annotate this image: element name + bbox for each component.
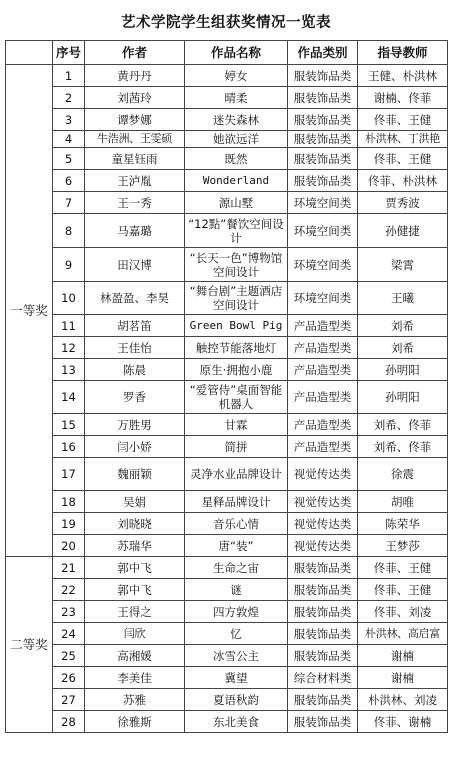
work-title-cell: Green Bowl Pig <box>185 315 288 337</box>
advisor-cell: 陈荣华 <box>358 513 448 535</box>
advisor-cell: 佟菲、王健 <box>358 579 448 601</box>
advisor-cell: 佟菲、王健 <box>358 148 448 170</box>
author-cell: 田汉博 <box>85 248 185 282</box>
table-body <box>6 65 448 733</box>
author-cell: 王佳怡 <box>85 337 185 359</box>
category-cell: 环境空间类 <box>288 282 358 315</box>
advisor-cell: 朴洪林、丁洪艳 <box>358 131 448 148</box>
author-cell: 魏丽颖 <box>85 458 185 491</box>
table-row <box>6 689 448 711</box>
author-cell: 万胜男 <box>85 414 185 436</box>
work-title-cell: 星释品牌设计 <box>185 491 288 513</box>
advisor-cell: 贾秀波 <box>358 192 448 214</box>
category-cell: 视觉传达类 <box>288 491 358 513</box>
award-level-cell: 二等奖 <box>6 557 53 733</box>
advisor-cell: 孙明阳 <box>358 359 448 381</box>
serial-cell: 11 <box>53 315 85 337</box>
category-cell: 环境空间类 <box>288 248 358 282</box>
work-title-cell: 晴柔 <box>185 87 288 109</box>
serial-cell: 17 <box>53 458 85 491</box>
table-row <box>6 315 448 337</box>
work-title-cell: 触控节能落地灯 <box>185 337 288 359</box>
category-cell: 服装饰品类 <box>288 623 358 645</box>
author-cell: 陈晨 <box>85 359 185 381</box>
serial-cell: 25 <box>53 645 85 667</box>
serial-cell: 9 <box>53 248 85 282</box>
category-cell: 产品造型类 <box>288 315 358 337</box>
table-row <box>6 513 448 535</box>
serial-cell: 22 <box>53 579 85 601</box>
author-cell: 吴娟 <box>85 491 185 513</box>
category-cell: 服装饰品类 <box>288 87 358 109</box>
work-title-cell: “爱管侍”桌面智能机器人 <box>185 381 288 414</box>
header-cell: 序号 <box>53 41 85 65</box>
table-row <box>6 601 448 623</box>
advisor-cell: 佟菲、王健 <box>358 109 448 131</box>
author-cell: 郭中飞 <box>85 557 185 579</box>
work-title-cell: 原生·拥抱小鹿 <box>185 359 288 381</box>
advisor-cell: 谢楠 <box>358 645 448 667</box>
author-cell: 闫欣 <box>85 623 185 645</box>
category-cell: 服装饰品类 <box>288 109 358 131</box>
author-cell: 王一秀 <box>85 192 185 214</box>
serial-cell: 4 <box>53 131 85 148</box>
serial-cell: 5 <box>53 148 85 170</box>
work-title-cell: 冀望 <box>185 667 288 689</box>
serial-cell: 15 <box>53 414 85 436</box>
serial-cell: 27 <box>53 689 85 711</box>
serial-cell: 6 <box>53 170 85 192</box>
author-cell: 童星钰雨 <box>85 148 185 170</box>
header-cell: 指导教师 <box>358 41 448 65</box>
serial-cell: 19 <box>53 513 85 535</box>
header-cell: 作品类别 <box>288 41 358 65</box>
table-row <box>6 131 448 148</box>
advisor-cell: 王曦 <box>358 282 448 315</box>
author-cell: 李美佳 <box>85 667 185 689</box>
work-title-cell: 简拼 <box>185 436 288 458</box>
work-title-cell: 她欲远洋 <box>185 131 288 148</box>
serial-cell: 10 <box>53 282 85 315</box>
work-title-cell: 甘霖 <box>185 414 288 436</box>
category-cell: 服装饰品类 <box>288 689 358 711</box>
category-cell: 服装饰品类 <box>288 601 358 623</box>
author-cell: 郭中飞 <box>85 579 185 601</box>
advisor-cell: 刘希 <box>358 315 448 337</box>
serial-cell: 23 <box>53 601 85 623</box>
serial-cell: 1 <box>53 65 85 87</box>
advisor-cell: 刘希、佟菲 <box>358 436 448 458</box>
work-title-cell: 迷失森林 <box>185 109 288 131</box>
table-row <box>6 458 448 491</box>
work-title-cell: 源山墅 <box>185 192 288 214</box>
serial-cell: 24 <box>53 623 85 645</box>
serial-cell: 28 <box>53 711 85 733</box>
header-cell: 作者 <box>85 41 185 65</box>
work-title-cell: 冰雪公主 <box>185 645 288 667</box>
table-row <box>6 645 448 667</box>
table-row <box>6 192 448 214</box>
table-row <box>6 557 448 579</box>
serial-cell: 8 <box>53 214 85 248</box>
author-cell: 刘晓晓 <box>85 513 185 535</box>
category-cell: 服装饰品类 <box>288 65 358 87</box>
category-cell: 综合材料类 <box>288 667 358 689</box>
category-cell: 产品造型类 <box>288 381 358 414</box>
author-cell: 马嘉璐 <box>85 214 185 248</box>
author-cell: 黄丹丹 <box>85 65 185 87</box>
serial-cell: 13 <box>53 359 85 381</box>
table-row <box>6 359 448 381</box>
advisor-cell: 孙健捷 <box>358 214 448 248</box>
author-cell: 王得之 <box>85 601 185 623</box>
category-cell: 服装饰品类 <box>288 131 358 148</box>
advisor-cell: 刘希 <box>358 337 448 359</box>
work-title-cell: Wonderland <box>185 170 288 192</box>
author-cell: 王泸胤 <box>85 170 185 192</box>
category-cell: 服装饰品类 <box>288 645 358 667</box>
table-row <box>6 579 448 601</box>
advisor-cell: 王梦莎 <box>358 535 448 557</box>
awards-table <box>5 40 448 733</box>
table-row <box>6 148 448 170</box>
header-award <box>6 41 53 65</box>
author-cell: 徐雅斯 <box>85 711 185 733</box>
table-row <box>6 436 448 458</box>
table-row <box>6 414 448 436</box>
author-cell: 刘茜玲 <box>85 87 185 109</box>
advisor-cell: 王健、朴洪林 <box>358 65 448 87</box>
table-row <box>6 214 448 248</box>
serial-cell: 12 <box>53 337 85 359</box>
work-title-cell: 婷女 <box>185 65 288 87</box>
author-cell: 高湘媛 <box>85 645 185 667</box>
author-cell: 闫小娇 <box>85 436 185 458</box>
work-title-cell: 忆 <box>185 623 288 645</box>
advisor-cell: 佟菲、刘凌 <box>358 601 448 623</box>
category-cell: 环境空间类 <box>288 192 358 214</box>
work-title-cell: “长天一色”博物馆空间设计 <box>185 248 288 282</box>
advisor-cell: 佟菲、王健 <box>358 557 448 579</box>
advisor-cell: 胡唯 <box>358 491 448 513</box>
author-cell: 苏瑞华 <box>85 535 185 557</box>
work-title-cell: “12點”餐饮空间设计 <box>185 214 288 248</box>
table-row <box>6 65 448 87</box>
work-title-cell: 东北美食 <box>185 711 288 733</box>
category-cell: 视觉传达类 <box>288 458 358 491</box>
category-cell: 视觉传达类 <box>288 513 358 535</box>
table-row <box>6 667 448 689</box>
advisor-cell: 朴洪林、高启富 <box>358 623 448 645</box>
work-title-cell: 既然 <box>185 148 288 170</box>
advisor-cell: 梁霄 <box>358 248 448 282</box>
work-title-cell: 生命之宙 <box>185 557 288 579</box>
advisor-cell: 徐震 <box>358 458 448 491</box>
author-cell: 谭梦娜 <box>85 109 185 131</box>
category-cell: 视觉传达类 <box>288 535 358 557</box>
category-cell: 服装饰品类 <box>288 170 358 192</box>
work-title-cell: 夏语秋韵 <box>185 689 288 711</box>
category-cell: 服装饰品类 <box>288 579 358 601</box>
category-cell: 产品造型类 <box>288 359 358 381</box>
serial-cell: 26 <box>53 667 85 689</box>
advisor-cell: 佟菲、谢楠 <box>358 711 448 733</box>
serial-cell: 20 <box>53 535 85 557</box>
serial-cell: 16 <box>53 436 85 458</box>
serial-cell: 14 <box>53 381 85 414</box>
header-row <box>6 41 448 65</box>
table-row <box>6 248 448 282</box>
author-cell: 胡茗笛 <box>85 315 185 337</box>
table-row <box>6 109 448 131</box>
work-title-cell: 谜 <box>185 579 288 601</box>
serial-cell: 18 <box>53 491 85 513</box>
author-cell: 林盈盈、李昊 <box>85 282 185 315</box>
advisor-cell: 佟菲、朴洪林 <box>358 170 448 192</box>
awards-sheet <box>5 7 447 733</box>
work-title-cell: “舞台剧”主题酒店空间设计 <box>185 282 288 315</box>
category-cell: 环境空间类 <box>288 214 358 248</box>
page-title: 艺术学院学生组获奖情况一览表 <box>121 15 331 31</box>
advisor-cell: 朴洪林、刘凌 <box>358 689 448 711</box>
category-cell: 服装饰品类 <box>288 557 358 579</box>
work-title-cell: 灵净水业品牌设计 <box>185 458 288 491</box>
work-title-cell: 四方敦煌 <box>185 601 288 623</box>
serial-cell: 2 <box>53 87 85 109</box>
category-cell: 服装饰品类 <box>288 711 358 733</box>
table-row <box>6 623 448 645</box>
author-cell: 牛浩洲、王雯硕 <box>85 131 185 148</box>
category-cell: 产品造型类 <box>288 337 358 359</box>
table-row <box>6 87 448 109</box>
serial-cell: 21 <box>53 557 85 579</box>
table-row <box>6 491 448 513</box>
table-row <box>6 381 448 414</box>
category-cell: 产品造型类 <box>288 436 358 458</box>
author-cell: 苏雅 <box>85 689 185 711</box>
advisor-cell: 刘希、佟菲 <box>358 414 448 436</box>
serial-cell: 7 <box>53 192 85 214</box>
category-cell: 产品造型类 <box>288 414 358 436</box>
author-cell: 罗香 <box>85 381 185 414</box>
table-row <box>6 337 448 359</box>
table-row <box>6 535 448 557</box>
award-level-cell: 一等奖 <box>6 65 53 557</box>
work-title-cell: 唐“装” <box>185 535 288 557</box>
advisor-cell: 谢楠 <box>358 667 448 689</box>
serial-cell: 3 <box>53 109 85 131</box>
category-cell: 服装饰品类 <box>288 148 358 170</box>
table-row <box>6 282 448 315</box>
advisor-cell: 孙明阳 <box>358 381 448 414</box>
table-row <box>6 711 448 733</box>
table-row <box>6 170 448 192</box>
advisor-cell: 谢楠、佟菲 <box>358 87 448 109</box>
work-title-cell: 音乐心情 <box>185 513 288 535</box>
header-cell: 作品名称 <box>185 41 288 65</box>
